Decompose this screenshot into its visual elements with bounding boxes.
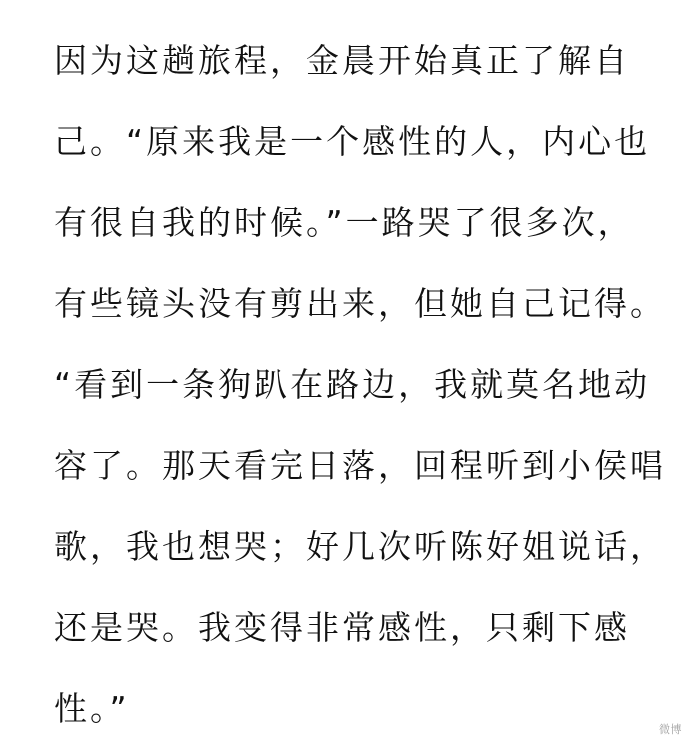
text-line-6: 容了。那天看完日落，回程听到小侯唱 xyxy=(54,446,666,485)
text-line-5: “看到一条狗趴在路边，我就莫名地动 xyxy=(54,365,651,404)
text-line-9: 性。” xyxy=(54,689,130,728)
text-line-3: 有很自我的时候。”一路哭了很多次， xyxy=(54,203,634,242)
text-line-8: 还是哭。我变得非常感性，只剩下感 xyxy=(54,608,630,647)
text-line-7: 歌，我也想哭；好几次听陈好姐说话， xyxy=(54,527,666,566)
text-line-2: 己。“原来我是一个感性的人，内心也 xyxy=(54,122,651,161)
watermark: 微博 xyxy=(659,723,682,736)
text-line-1: 因为这趟旅程，金晨开始真正了解自 xyxy=(54,41,630,80)
text-line-4: 有些镜头没有剪出来，但她自己记得。 xyxy=(54,284,666,323)
article-body xyxy=(54,20,666,749)
